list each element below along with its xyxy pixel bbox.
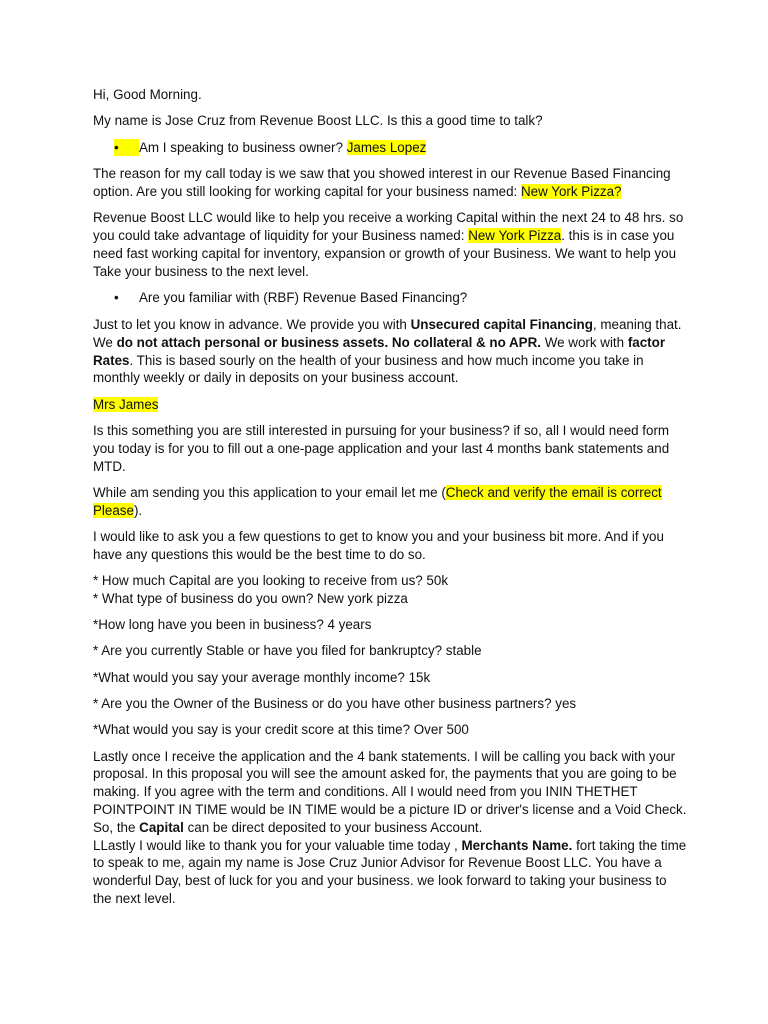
- financing-paragraph: Just to let you know in advance. We provide you with Unsecured capital Financing, meaning that. We do not attach personal or business assets. No collateral & no APR. We work with factor Rates. This is based sourly on the health of your business and how much income you take in monthly weekly or daily in deposits on your business account.: [93, 316, 682, 386]
- question-ownership: * Are you the Owner of the Business or do you have other business partners? yes: [93, 696, 577, 712]
- question-capital: * How much Capital are you looking to receive from us? 50k: [93, 573, 449, 589]
- question-business-type: * What type of business do you own? New york pizza: [93, 590, 408, 606]
- question-income: *What would you say your average monthly income? 15k: [93, 669, 431, 685]
- document-body: [93, 86, 688, 916]
- interest-paragraph: Is this something you are still interested in pursuing for your business? if so, all I would need form you today is for you to fill out a one-page application and your last 4 months bank statements and MTD.: [93, 422, 670, 474]
- question-stability: * Are you currently Stable or have you filed for bankruptcy? stable: [93, 643, 482, 659]
- greeting: Hi, Good Morning.: [93, 87, 202, 102]
- bullet-text: Am I speaking to business owner? James Lopez: [139, 139, 427, 155]
- question-years: *How long have you been in business? 4 years: [93, 617, 372, 633]
- bullet-rbf-question: [114, 289, 688, 307]
- bullet-icon: •: [114, 139, 139, 157]
- mrs-james-label: Mrs James: [93, 396, 159, 412]
- business-name-highlight: New York Pizza?: [521, 184, 622, 200]
- email-paragraph: While am sending you this application to your email let me (Check and verify the email is correct Please).: [93, 484, 662, 518]
- business-name-highlight: New York Pizza: [468, 228, 562, 244]
- questions-intro-paragraph: I would like to ask you a few questions to get to know you and your business bit more. And if you have any questions this would be the best time to do so.: [93, 528, 664, 562]
- owner-name-highlight: James Lopez: [346, 139, 427, 155]
- bullet-text: Are you familiar with (RBF) Revenue Based Financing?: [139, 290, 468, 306]
- closing-paragraph: Lastly once I receive the application and the 4 bank statements. I will be calling you back with your proposal. In this proposal you will see the amount asked for, the payments that you are going to be making. If you agree with the term and conditions. All I would need from you ININ THETHET POINTPOINT IN TIME would be IN TIME would be a picture ID or driver's license and a Void Check. So, the Capital can be direct deposited to your business Account.: [93, 748, 687, 835]
- thank-you-paragraph: LLastly I would like to thank you for your valuable time today , Merchants Name. fort taking the time to speak to me, again my name is Jose Cruz Junior Advisor for Revenue Boost LLC. You have a wonderful Day, best of luck for you and your business. we look forward to taking your business to the next level.: [93, 837, 687, 906]
- bullet-icon: •: [114, 290, 119, 306]
- question-credit-score: *What would you say is your credit score at this time? Over 500: [93, 722, 469, 738]
- intro-paragraph: My name is Jose Cruz from Revenue Boost LLC. Is this a good time to talk?: [93, 113, 543, 129]
- offer-paragraph: Revenue Boost LLC would like to help you receive a working Capital within the next 24 to 48 hrs. so you could take advantage of liquidity for your Business named: New York Pizza. this is in case you need fast working capital for inventory, expansion or growth of your Business. We want to help you Take your business to the next level.: [93, 210, 684, 279]
- bullet-owner-question: [114, 139, 688, 157]
- verify-email-highlight: Check and verify the email is correct Please: [93, 484, 662, 518]
- reason-paragraph: The reason for my call today is we saw that you showed interest in our Revenue Based Financing option. Are you still looking for working capital for your business named: New York Pizza?: [93, 166, 671, 200]
